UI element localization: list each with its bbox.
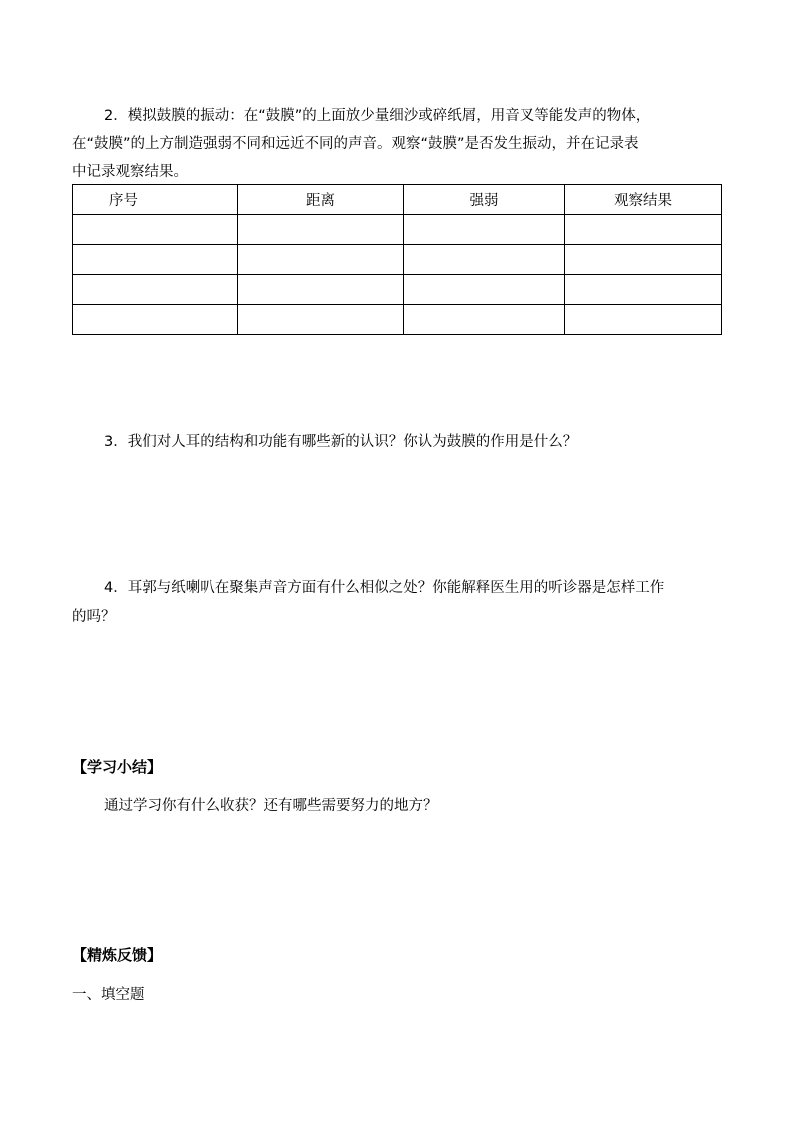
header-index: 序号 [73, 185, 238, 215]
table-cell [73, 275, 238, 305]
table-cell [238, 305, 404, 335]
table-cell [404, 305, 565, 335]
table-cell [238, 275, 404, 305]
q3-line-1: 3．我们对人耳的结构和功能有哪些新的认识？你认为鼓膜的作用是什么？ [104, 434, 578, 450]
header-observation-result: 观察结果 [565, 185, 722, 215]
header-strength: 强弱 [404, 185, 565, 215]
q4-line-1: 4．耳郭与纸喇叭在聚集声音方面有什么相似之处？你能解释医生用的听诊器是怎样工作 [104, 580, 665, 596]
table-cell [238, 245, 404, 275]
header-distance: 距离 [238, 185, 404, 215]
table-row [73, 275, 722, 305]
feedback-heading: 【精炼反馈】 [72, 946, 163, 964]
table-cell [404, 245, 565, 275]
table-row [73, 215, 722, 245]
table-cell [73, 215, 238, 245]
q2-line-3: 中记录观察结果。 [72, 164, 188, 180]
observation-record-table [72, 184, 722, 335]
table-cell [73, 305, 238, 335]
table-cell [565, 245, 722, 275]
q2-line-2: 在“鼓膜”的上方制造强弱不同和远近不同的声音。观察“鼓膜”是否发生振动，并在记录表 [72, 136, 639, 152]
table-cell [565, 215, 722, 245]
table-header-row [73, 185, 722, 215]
q4-line-2: 的吗？ [72, 609, 116, 625]
table-cell [73, 245, 238, 275]
table-cell [404, 275, 565, 305]
table-cell [238, 215, 404, 245]
table-row [73, 245, 722, 275]
q2-line-1: 2．模拟鼓膜的振动：在“鼓膜”的上面放少量细沙或碎纸屑，用音叉等能发声的物体， [104, 108, 651, 124]
table-cell [565, 275, 722, 305]
table-cell [565, 305, 722, 335]
fill-in-blank-section-title: 一、填空题 [72, 987, 145, 1003]
summary-text: 通过学习你有什么收获？还有哪些需要努力的地方？ [104, 798, 438, 814]
table-cell [404, 215, 565, 245]
summary-heading: 【学习小结】 [72, 758, 163, 776]
table-row [73, 305, 722, 335]
